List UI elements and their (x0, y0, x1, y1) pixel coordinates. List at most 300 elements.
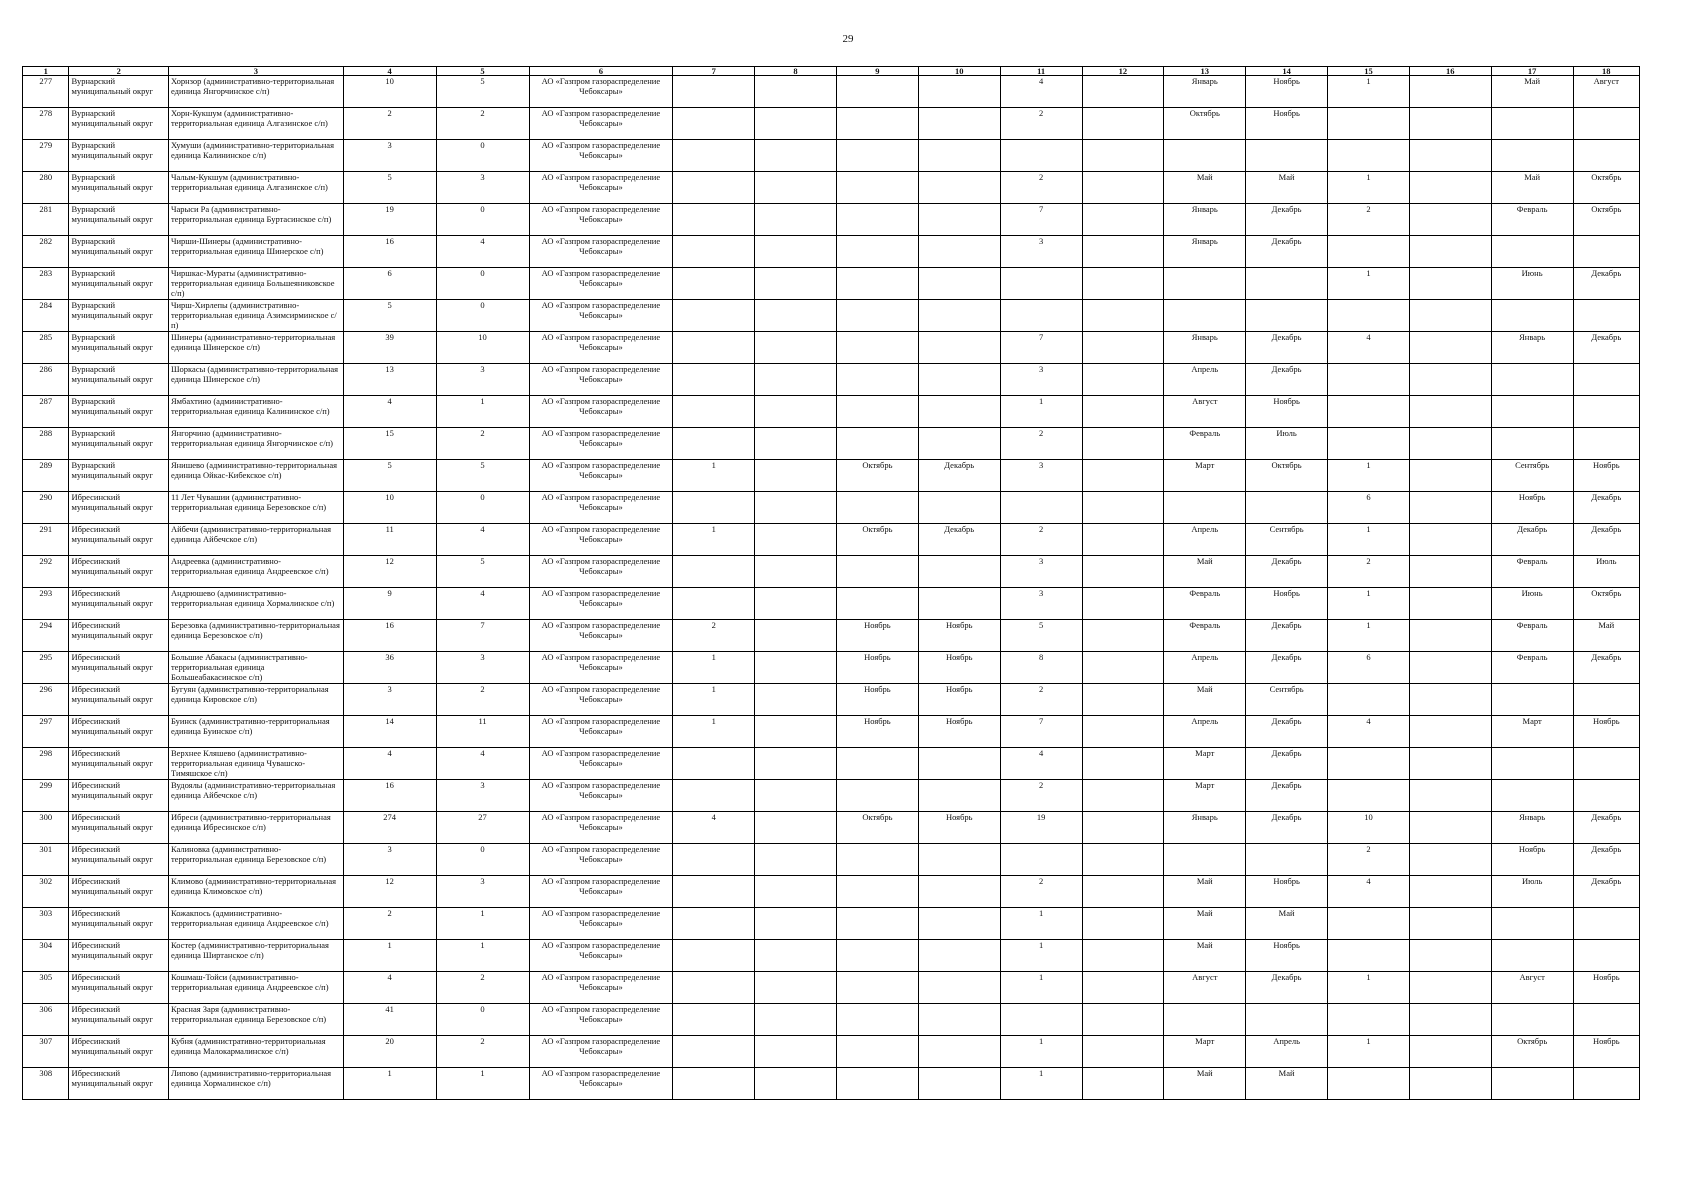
cell-col-4-value: 19 (343, 204, 436, 236)
cell-col-10-month (918, 492, 1000, 524)
cell-col-11-value: 2 (1000, 524, 1082, 556)
column-number-4: 4 (343, 67, 436, 76)
cell-col-13-month: Октябрь (1164, 108, 1246, 140)
cell-settlement: Хорн-Кукшум (административно-территориальная единица Алгазинское с/п) (168, 108, 343, 140)
cell-row-number: 281 (23, 204, 69, 236)
cell-col-11-value: 1 (1000, 972, 1082, 1004)
cell-col-15-value: 4 (1328, 332, 1410, 364)
cell-col-16-value (1409, 108, 1491, 140)
cell-col-10-month (918, 364, 1000, 396)
cell-col-16-value (1409, 716, 1491, 748)
cell-col-4-value: 2 (343, 908, 436, 940)
cell-col-12-value (1082, 940, 1164, 972)
cell-col-12-value (1082, 364, 1164, 396)
cell-col-16-value (1409, 972, 1491, 1004)
cell-district: Вурнарский муниципальный округ (69, 140, 169, 172)
cell-row-number: 297 (23, 716, 69, 748)
cell-col-9-month: Октябрь (836, 812, 918, 844)
cell-settlement: Чарыси Ра (административно-территориальная единица Буртасинское с/п) (168, 204, 343, 236)
cell-settlement: Шинеры (административно-территориальная единица Шинерское с/п) (168, 332, 343, 364)
cell-col-11-value: 2 (1000, 684, 1082, 716)
cell-col-13-month (1164, 268, 1246, 300)
cell-col-12-value (1082, 524, 1164, 556)
table-row (23, 364, 1640, 396)
cell-col-16-value (1409, 268, 1491, 300)
cell-col-4-value: 6 (343, 268, 436, 300)
cell-settlement: Березовка (административно-территориальная единица Березовское с/п) (168, 620, 343, 652)
cell-col-15-value: 10 (1328, 812, 1410, 844)
cell-col-7-value: 4 (673, 812, 755, 844)
cell-col-12-value (1082, 780, 1164, 812)
cell-col-17-month (1491, 396, 1573, 428)
cell-organization: АО «Газпром газораспределение Чебоксары» (529, 236, 673, 268)
cell-col-5-value: 1 (436, 396, 529, 428)
cell-settlement: Чиршкас-Мураты (административно-территориальная единица Большеяниковское с/п) (168, 268, 343, 300)
cell-col-10-month (918, 204, 1000, 236)
cell-settlement: Бугуян (административно-территориальная единица Кировское с/п) (168, 684, 343, 716)
cell-col-11-value: 1 (1000, 396, 1082, 428)
table-body (23, 76, 1640, 1100)
table-row (23, 172, 1640, 204)
cell-col-17-month (1491, 780, 1573, 812)
cell-row-number: 300 (23, 812, 69, 844)
cell-col-4-value: 10 (343, 76, 436, 108)
cell-row-number: 290 (23, 492, 69, 524)
table-row (23, 140, 1640, 172)
cell-col-5-value: 5 (436, 556, 529, 588)
cell-col-8-value (755, 556, 837, 588)
cell-col-18-month: Октябрь (1573, 172, 1639, 204)
cell-row-number: 282 (23, 236, 69, 268)
cell-col-9-month: Ноябрь (836, 620, 918, 652)
cell-col-18-month (1573, 364, 1639, 396)
cell-col-11-value: 3 (1000, 364, 1082, 396)
cell-col-8-value (755, 524, 837, 556)
cell-col-15-value: 6 (1328, 652, 1410, 684)
cell-district: Ибресинский муниципальный округ (69, 1068, 169, 1100)
cell-col-7-value (673, 268, 755, 300)
cell-col-7-value (673, 236, 755, 268)
cell-col-4-value: 16 (343, 780, 436, 812)
cell-col-16-value (1409, 652, 1491, 684)
cell-col-9-month (836, 972, 918, 1004)
cell-settlement: Большие Абакасы (административно-территориальная единица Большеабакасинское с/п) (168, 652, 343, 684)
cell-col-11-value: 1 (1000, 1036, 1082, 1068)
cell-col-7-value: 1 (673, 652, 755, 684)
cell-col-11-value (1000, 492, 1082, 524)
cell-col-12-value (1082, 972, 1164, 1004)
cell-col-8-value (755, 428, 837, 460)
cell-district: Ибресинский муниципальный округ (69, 780, 169, 812)
cell-col-4-value: 9 (343, 588, 436, 620)
cell-col-15-value (1328, 396, 1410, 428)
cell-organization: АО «Газпром газораспределение Чебоксары» (529, 76, 673, 108)
cell-col-16-value (1409, 1036, 1491, 1068)
cell-col-11-value: 1 (1000, 940, 1082, 972)
cell-col-4-value: 4 (343, 396, 436, 428)
cell-organization: АО «Газпром газораспределение Чебоксары» (529, 876, 673, 908)
cell-row-number: 307 (23, 1036, 69, 1068)
cell-col-10-month (918, 1036, 1000, 1068)
table-row (23, 684, 1640, 716)
cell-settlement: Андреевка (административно-территориальная единица Андреевское с/п) (168, 556, 343, 588)
table-row (23, 396, 1640, 428)
cell-col-18-month: Октябрь (1573, 204, 1639, 236)
cell-col-13-month: Май (1164, 1068, 1246, 1100)
cell-col-7-value (673, 140, 755, 172)
table-row (23, 236, 1640, 268)
cell-col-9-month (836, 108, 918, 140)
table-row (23, 1004, 1640, 1036)
cell-col-7-value (673, 972, 755, 1004)
cell-col-17-month: Май (1491, 76, 1573, 108)
cell-col-5-value: 0 (436, 300, 529, 332)
cell-col-4-value: 11 (343, 524, 436, 556)
cell-col-9-month (836, 76, 918, 108)
cell-col-15-value (1328, 908, 1410, 940)
cell-col-18-month: Ноябрь (1573, 460, 1639, 492)
cell-district: Вурнарский муниципальный округ (69, 108, 169, 140)
cell-col-7-value (673, 1036, 755, 1068)
cell-col-7-value (673, 556, 755, 588)
cell-organization: АО «Газпром газораспределение Чебоксары» (529, 684, 673, 716)
cell-organization: АО «Газпром газораспределение Чебоксары» (529, 844, 673, 876)
cell-col-18-month (1573, 908, 1639, 940)
cell-col-13-month: Апрель (1164, 524, 1246, 556)
cell-col-13-month (1164, 300, 1246, 332)
cell-col-11-value: 4 (1000, 748, 1082, 780)
cell-organization: АО «Газпром газораспределение Чебоксары» (529, 716, 673, 748)
cell-col-11-value: 4 (1000, 76, 1082, 108)
cell-col-14-month: Ноябрь (1246, 108, 1328, 140)
cell-col-10-month (918, 876, 1000, 908)
cell-col-7-value (673, 492, 755, 524)
cell-col-18-month: Август (1573, 76, 1639, 108)
cell-col-7-value (673, 940, 755, 972)
cell-col-8-value (755, 972, 837, 1004)
cell-col-12-value (1082, 492, 1164, 524)
cell-col-16-value (1409, 396, 1491, 428)
cell-col-5-value: 2 (436, 1036, 529, 1068)
table-row (23, 332, 1640, 364)
cell-col-4-value: 3 (343, 684, 436, 716)
cell-col-8-value (755, 76, 837, 108)
cell-row-number: 296 (23, 684, 69, 716)
cell-col-5-value: 1 (436, 1068, 529, 1100)
cell-col-9-month (836, 876, 918, 908)
cell-col-10-month (918, 76, 1000, 108)
cell-col-12-value (1082, 108, 1164, 140)
cell-col-14-month: Май (1246, 908, 1328, 940)
cell-col-12-value (1082, 812, 1164, 844)
table-row (23, 204, 1640, 236)
cell-col-11-value (1000, 1004, 1082, 1036)
cell-col-17-month: Январь (1491, 812, 1573, 844)
cell-col-18-month (1573, 748, 1639, 780)
cell-settlement: Чирш-Хирлепы (административно-территориальная единица Азимсирминское с/п) (168, 300, 343, 332)
cell-col-15-value: 2 (1328, 556, 1410, 588)
cell-col-9-month (836, 396, 918, 428)
cell-settlement: Верхнее Кляшево (административно-территориальная единица Чувашско-Тимяшское с/п) (168, 748, 343, 780)
cell-col-4-value: 20 (343, 1036, 436, 1068)
cell-col-14-month: Декабрь (1246, 556, 1328, 588)
cell-col-4-value: 5 (343, 300, 436, 332)
cell-col-13-month: Май (1164, 556, 1246, 588)
cell-organization: АО «Газпром газораспределение Чебоксары» (529, 620, 673, 652)
cell-col-5-value: 2 (436, 428, 529, 460)
cell-col-13-month: Май (1164, 908, 1246, 940)
table-row (23, 524, 1640, 556)
cell-settlement: Липово (административно-территориальная единица Хормалинское с/п) (168, 1068, 343, 1100)
cell-col-5-value: 2 (436, 684, 529, 716)
cell-organization: АО «Газпром газораспределение Чебоксары» (529, 908, 673, 940)
cell-col-12-value (1082, 620, 1164, 652)
cell-col-15-value (1328, 140, 1410, 172)
cell-col-7-value (673, 588, 755, 620)
cell-col-16-value (1409, 428, 1491, 460)
cell-organization: АО «Газпром газораспределение Чебоксары» (529, 460, 673, 492)
cell-col-18-month: Декабрь (1573, 268, 1639, 300)
cell-col-16-value (1409, 204, 1491, 236)
cell-col-16-value (1409, 140, 1491, 172)
cell-col-15-value: 1 (1328, 268, 1410, 300)
cell-col-4-value: 41 (343, 1004, 436, 1036)
cell-col-9-month (836, 780, 918, 812)
cell-district: Ибресинский муниципальный округ (69, 524, 169, 556)
table-row (23, 940, 1640, 972)
cell-organization: АО «Газпром газораспределение Чебоксары» (529, 172, 673, 204)
cell-col-15-value: 6 (1328, 492, 1410, 524)
table-row (23, 1036, 1640, 1068)
cell-col-13-month (1164, 1004, 1246, 1036)
cell-col-18-month: Декабрь (1573, 524, 1639, 556)
cell-col-11-value (1000, 268, 1082, 300)
cell-col-8-value (755, 236, 837, 268)
cell-col-13-month: Май (1164, 684, 1246, 716)
cell-col-18-month: Декабрь (1573, 876, 1639, 908)
cell-col-16-value (1409, 876, 1491, 908)
cell-organization: АО «Газпром газораспределение Чебоксары» (529, 364, 673, 396)
table-row (23, 588, 1640, 620)
cell-district: Вурнарский муниципальный округ (69, 172, 169, 204)
cell-col-5-value: 27 (436, 812, 529, 844)
cell-col-12-value (1082, 1068, 1164, 1100)
cell-settlement: Андрюшево (административно-территориальная единица Хормалинское с/п) (168, 588, 343, 620)
cell-row-number: 287 (23, 396, 69, 428)
cell-settlement: Чалым-Кукшум (административно-территориальная единица Алгазинское с/п) (168, 172, 343, 204)
cell-col-14-month (1246, 1004, 1328, 1036)
cell-col-4-value: 16 (343, 236, 436, 268)
cell-col-14-month: Ноябрь (1246, 940, 1328, 972)
cell-col-9-month (836, 1004, 918, 1036)
cell-col-8-value (755, 300, 837, 332)
cell-col-12-value (1082, 1036, 1164, 1068)
cell-col-13-month: Август (1164, 396, 1246, 428)
cell-col-11-value (1000, 140, 1082, 172)
cell-col-9-month (836, 1068, 918, 1100)
cell-district: Вурнарский муниципальный округ (69, 396, 169, 428)
cell-col-12-value (1082, 140, 1164, 172)
cell-col-10-month: Ноябрь (918, 620, 1000, 652)
cell-col-17-month: Февраль (1491, 620, 1573, 652)
cell-organization: АО «Газпром газораспределение Чебоксары» (529, 1004, 673, 1036)
cell-col-12-value (1082, 844, 1164, 876)
cell-organization: АО «Газпром газораспределение Чебоксары» (529, 332, 673, 364)
cell-col-12-value (1082, 748, 1164, 780)
cell-col-12-value (1082, 300, 1164, 332)
cell-col-5-value: 3 (436, 652, 529, 684)
cell-col-5-value: 5 (436, 76, 529, 108)
cell-row-number: 288 (23, 428, 69, 460)
cell-district: Вурнарский муниципальный округ (69, 236, 169, 268)
cell-col-5-value: 11 (436, 716, 529, 748)
cell-col-16-value (1409, 844, 1491, 876)
cell-settlement: Вудоялы (административно-территориальная единица Айбечское с/п) (168, 780, 343, 812)
cell-organization: АО «Газпром газораспределение Чебоксары» (529, 1036, 673, 1068)
cell-district: Ибресинский муниципальный округ (69, 492, 169, 524)
cell-col-5-value: 4 (436, 236, 529, 268)
cell-col-4-value: 2 (343, 108, 436, 140)
cell-col-18-month: Декабрь (1573, 812, 1639, 844)
cell-col-13-month: Январь (1164, 812, 1246, 844)
cell-col-14-month: Декабрь (1246, 332, 1328, 364)
cell-col-9-month: Октябрь (836, 524, 918, 556)
cell-col-18-month: Ноябрь (1573, 716, 1639, 748)
cell-col-7-value (673, 172, 755, 204)
cell-col-8-value (755, 652, 837, 684)
cell-col-13-month: Апрель (1164, 716, 1246, 748)
cell-col-5-value: 0 (436, 268, 529, 300)
cell-col-12-value (1082, 716, 1164, 748)
cell-col-11-value: 7 (1000, 204, 1082, 236)
table-row (23, 908, 1640, 940)
cell-col-15-value: 1 (1328, 972, 1410, 1004)
cell-col-15-value (1328, 748, 1410, 780)
cell-district: Ибресинский муниципальный округ (69, 620, 169, 652)
cell-col-11-value: 2 (1000, 428, 1082, 460)
cell-col-16-value (1409, 492, 1491, 524)
table-row (23, 972, 1640, 1004)
cell-row-number: 286 (23, 364, 69, 396)
cell-organization: АО «Газпром газораспределение Чебоксары» (529, 652, 673, 684)
cell-col-4-value: 16 (343, 620, 436, 652)
cell-col-14-month (1246, 844, 1328, 876)
cell-col-9-month: Октябрь (836, 460, 918, 492)
cell-col-8-value (755, 620, 837, 652)
table-row (23, 876, 1640, 908)
cell-col-8-value (755, 908, 837, 940)
cell-col-13-month (1164, 140, 1246, 172)
cell-col-13-month: Апрель (1164, 364, 1246, 396)
cell-col-14-month (1246, 300, 1328, 332)
cell-col-5-value: 3 (436, 172, 529, 204)
cell-col-17-month (1491, 908, 1573, 940)
cell-col-13-month: Март (1164, 748, 1246, 780)
cell-col-12-value (1082, 556, 1164, 588)
cell-col-10-month (918, 268, 1000, 300)
cell-district: Ибресинский муниципальный округ (69, 748, 169, 780)
cell-col-7-value (673, 908, 755, 940)
cell-col-4-value: 4 (343, 972, 436, 1004)
cell-col-15-value: 4 (1328, 876, 1410, 908)
cell-district: Вурнарский муниципальный округ (69, 268, 169, 300)
cell-col-16-value (1409, 364, 1491, 396)
table-row (23, 844, 1640, 876)
table-row (23, 556, 1640, 588)
cell-col-17-month (1491, 428, 1573, 460)
cell-settlement: Шоркасы (административно-территориальная единица Шинерское с/п) (168, 364, 343, 396)
cell-col-7-value (673, 76, 755, 108)
cell-row-number: 283 (23, 268, 69, 300)
cell-col-7-value (673, 1068, 755, 1100)
cell-col-16-value (1409, 908, 1491, 940)
cell-col-10-month (918, 236, 1000, 268)
column-number-7: 7 (673, 67, 755, 76)
cell-col-18-month (1573, 940, 1639, 972)
cell-col-7-value (673, 300, 755, 332)
cell-organization: АО «Газпром газораспределение Чебоксары» (529, 780, 673, 812)
table-row (23, 652, 1640, 684)
cell-col-16-value (1409, 1068, 1491, 1100)
cell-row-number: 280 (23, 172, 69, 204)
cell-col-9-month (836, 748, 918, 780)
cell-col-13-month: Февраль (1164, 620, 1246, 652)
column-number-1: 1 (23, 67, 69, 76)
table-row (23, 748, 1640, 780)
cell-col-14-month: Октябрь (1246, 460, 1328, 492)
cell-col-18-month: Ноябрь (1573, 1036, 1639, 1068)
cell-row-number: 292 (23, 556, 69, 588)
cell-col-17-month: Ноябрь (1491, 492, 1573, 524)
cell-col-14-month: Сентябрь (1246, 524, 1328, 556)
cell-col-7-value: 1 (673, 524, 755, 556)
cell-col-12-value (1082, 1004, 1164, 1036)
cell-col-13-month: Март (1164, 780, 1246, 812)
cell-col-11-value: 7 (1000, 716, 1082, 748)
cell-col-17-month: Февраль (1491, 204, 1573, 236)
cell-col-13-month: Январь (1164, 236, 1246, 268)
cell-col-16-value (1409, 1004, 1491, 1036)
cell-col-7-value (673, 780, 755, 812)
cell-col-5-value: 2 (436, 108, 529, 140)
cell-organization: АО «Газпром газораспределение Чебоксары» (529, 204, 673, 236)
cell-col-12-value (1082, 172, 1164, 204)
cell-col-18-month (1573, 108, 1639, 140)
cell-col-11-value: 19 (1000, 812, 1082, 844)
table-row (23, 268, 1640, 300)
column-number-row (23, 67, 1640, 76)
cell-col-18-month: Декабрь (1573, 652, 1639, 684)
cell-col-10-month: Ноябрь (918, 684, 1000, 716)
cell-col-16-value (1409, 236, 1491, 268)
cell-col-8-value (755, 940, 837, 972)
cell-col-12-value (1082, 460, 1164, 492)
cell-col-13-month: Май (1164, 172, 1246, 204)
cell-col-18-month (1573, 1004, 1639, 1036)
cell-col-12-value (1082, 236, 1164, 268)
cell-col-9-month (836, 300, 918, 332)
cell-district: Ибресинский муниципальный округ (69, 556, 169, 588)
cell-col-10-month (918, 140, 1000, 172)
cell-col-4-value: 3 (343, 140, 436, 172)
cell-row-number: 308 (23, 1068, 69, 1100)
cell-col-5-value: 10 (436, 332, 529, 364)
cell-col-11-value: 3 (1000, 460, 1082, 492)
cell-col-17-month: Октябрь (1491, 1036, 1573, 1068)
cell-col-5-value: 4 (436, 588, 529, 620)
cell-col-8-value (755, 716, 837, 748)
cell-settlement: Хорнзор (административно-территориальная единица Янгорчинское с/п) (168, 76, 343, 108)
